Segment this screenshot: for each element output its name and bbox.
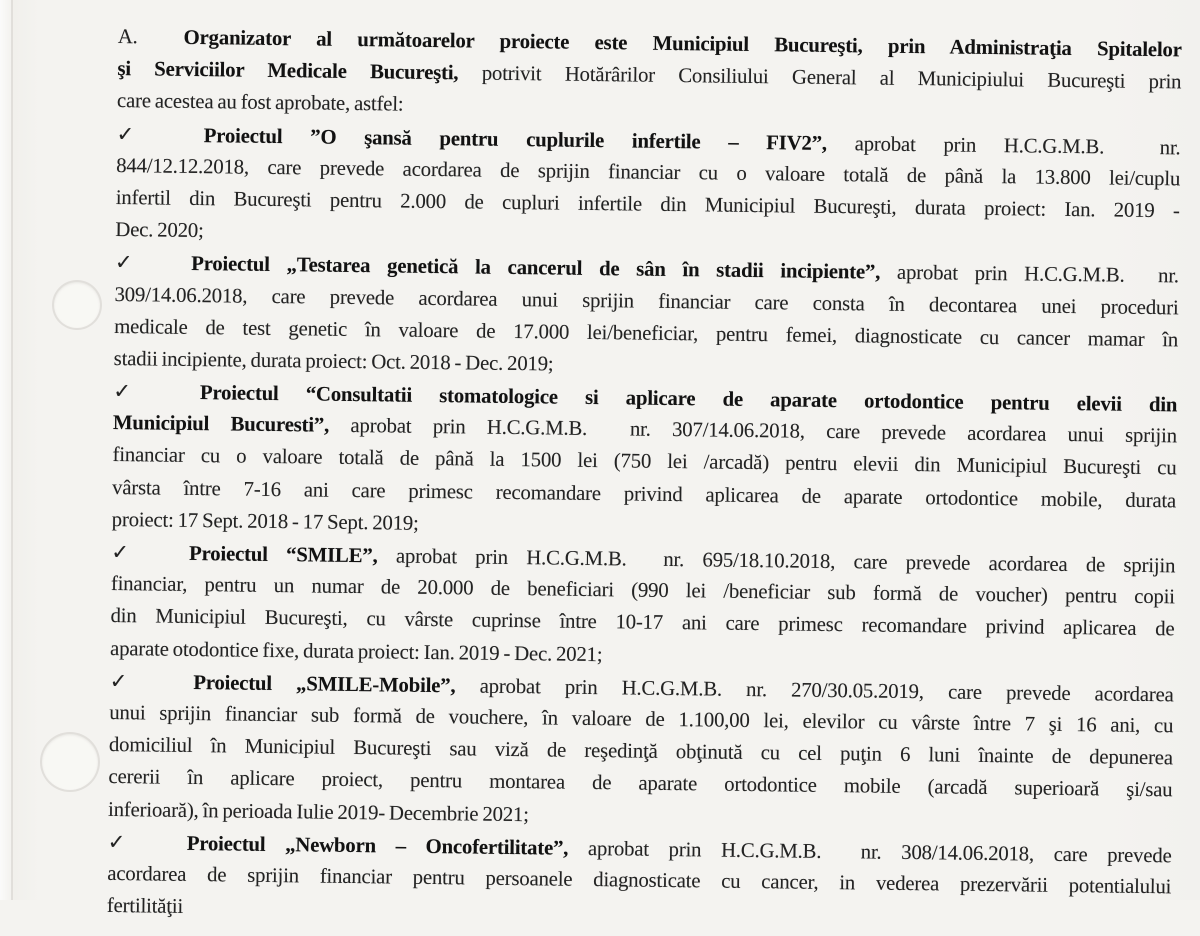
- scan-edge-seam: [11, 0, 13, 900]
- body-text-run: aprobat prin H.C.G.M.B. nr.: [880, 260, 1180, 288]
- indent-spacer: [143, 558, 189, 560]
- hole-punch-mark: [52, 280, 102, 330]
- body-text-run: medicale de test genetic în valoare de 17.000 lei/beneficiar, pentru femei, diagnosticate cu cancer mamar în: [114, 314, 1179, 352]
- bold-text-run: Organizator al următoarelor proiecte este Municipiul Bucureşti, prin Administraţia Spitalelor: [183, 25, 1182, 62]
- paragraph: [114, 246, 1180, 388]
- indent-spacer: [154, 398, 200, 400]
- checkmark-bullet-icon: ✓: [116, 121, 158, 147]
- bold-text-run: Proiectul ”O şansă pentru cuplurile infertile – FIV2”,: [203, 123, 828, 155]
- bold-text-run: Proiectul „SMILE-Mobile”,: [193, 670, 456, 698]
- body-text-run: aprobat prin H.C.G.M.B. nr. 308/14.06.2018, care prevede: [568, 836, 1172, 867]
- indent-spacer: [145, 269, 191, 271]
- body-text-run: unui sprijin financiar sub formă de vouchere, în valoare de 1.100,00 lei, elevilor cu vârste între 7 şi 16 ani, cu: [109, 700, 1174, 738]
- checkmark-bullet-icon: ✓: [109, 668, 148, 694]
- bold-text-run: şi Serviciilor Medicale Bucureşti,: [117, 57, 459, 85]
- indent-spacer: [138, 42, 184, 44]
- body-text-run: domiciliul în Municipiul Bucureşti sau viză de reşedinţă obţinută cu cel puţin 6 luni înainte de depunerea: [108, 733, 1173, 770]
- body-text-run: financiar, pentru un numar de 20.000 de beneficiari (990 lei /beneficiar sub formă de voucher) pentru copii: [110, 572, 1175, 609]
- bold-text-run: Proiectul „Testarea genetică la cancerul de sân în stadii incipiente”,: [191, 252, 881, 284]
- paragraph: [112, 375, 1178, 549]
- indent-spacer: [147, 687, 193, 689]
- checkmark-bullet-icon: ✓: [107, 829, 141, 855]
- bold-text-run: Proiectul „Newborn – Oncofertilitate”,: [186, 831, 569, 860]
- bold-text-run: Proiectul “Consultatii stomatologice si aplicare de aparate ortodontice pentru elevii din: [199, 381, 1178, 417]
- body-text-run: financiar cu o valoare totală de până la 1500 lei (750 lei /arcadă) pentru elevii din Municipiul Bucureşti cu: [112, 443, 1177, 480]
- checkmark-bullet-icon: ✓: [113, 379, 155, 404]
- body-text-run: fertilităţii: [106, 893, 184, 918]
- body-text-run: proiect: 17 Sept. 2018 - 17 Sept. 2019;: [111, 507, 419, 535]
- body-text-run: infertil din Bucureşti pentru 2.000 de cupluri infertile din Municipiul Bucureşti, durata proiect: Ian. 2019 -: [115, 185, 1180, 223]
- paragraph: [117, 21, 1182, 131]
- body-text-run: aparate otodontice fixe, durata proiect: Ian. 2019 - Dec. 2021;: [109, 636, 603, 666]
- paragraph: [107, 826, 1172, 936]
- indent-spacer: [141, 848, 187, 850]
- body-text-run: 844/12.12.2018, care prevede acordarea de sprijin financiar cu o valoare totală de până la 13.800 lei/cuplu: [116, 153, 1181, 191]
- body-text-run: din Municipiul Bucureşti, cu vârste cuprinse între 10-17 ani care primesc recomandare privind aplicarea de: [110, 604, 1175, 641]
- bold-text-run: Proiectul “SMILE”,: [188, 541, 378, 568]
- document-body-text: [107, 21, 1182, 936]
- hole-punch-mark: [40, 732, 100, 792]
- paragraph: [110, 536, 1176, 678]
- body-text-run: potrivit Hotărârilor Consiliului General al Municipiului Bucureşti prin: [458, 61, 1182, 94]
- checkmark-bullet-icon: ✓: [111, 539, 144, 565]
- body-text-run: aprobat prin H.C.G.M.B. nr. 695/18.10.2018, care prevede acordarea de sprijin: [377, 544, 1176, 578]
- body-text-run: cererii în aplicare proiect, pentru montarea de aparate ortodontice mobile (arcadă superioară şi/sau: [108, 765, 1173, 802]
- body-text-run: aprobat prin H.C.G.M.B. nr. 270/30.05.2019, care prevede acordarea: [455, 674, 1174, 707]
- body-text-run: inferioară), în perioada Iulie 2019- Decembrie 2021;: [107, 797, 529, 826]
- body-text-run: aprobat prin H.C.G.M.B. nr.: [826, 131, 1181, 159]
- checkmark-bullet-icon: ✓: [114, 250, 146, 275]
- paragraph: [115, 118, 1181, 260]
- body-text-run: stadii incipiente, durata proiect: Oct. 2018 - Dec. 2019;: [113, 346, 554, 376]
- body-text-run: vârsta între 7-16 ani care primesc recomandare privind aplicarea de aparate ortodontice mobile, durata: [111, 475, 1177, 512]
- body-text-run: acordarea de sprijin financiar pentru persoanele diagnosticate cu cancer, in vederea prezervării potentialului: [107, 861, 1172, 899]
- indent-spacer: [158, 140, 204, 142]
- section-label: A.: [117, 24, 138, 49]
- body-text-run: care acestea au fost aprobate, astfel:: [116, 89, 404, 116]
- body-text-run: 309/14.06.2018, care prevede acordarea unui sprijin financiar care consta în decontarea unei proceduri: [114, 282, 1179, 319]
- paragraph: [108, 665, 1174, 839]
- bold-text-run: Municipiul Bucuresti”,: [112, 411, 330, 437]
- body-text-run: Dec. 2020;: [115, 218, 204, 243]
- body-text-run: aprobat prin H.C.G.M.B. nr. 307/14.06.2018, care prevede acordarea unui sprijin: [328, 413, 1178, 448]
